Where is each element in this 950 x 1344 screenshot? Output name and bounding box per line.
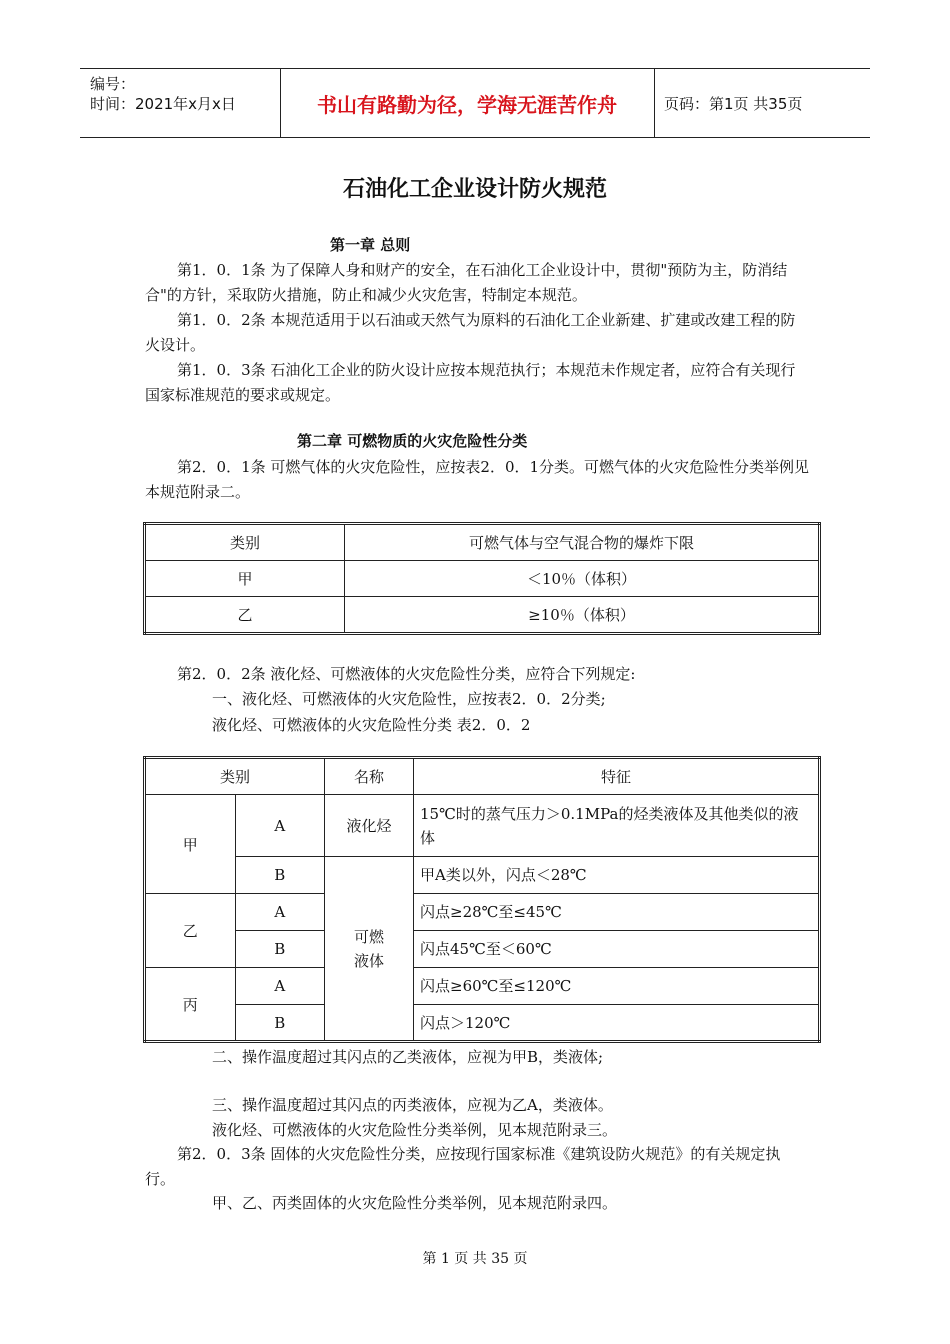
table-cell: 乙 — [145, 597, 345, 634]
article-2-0-3 — [145, 1142, 810, 1192]
feature-cell: 闪点≥60℃至≤120℃ — [414, 968, 820, 1005]
code-label: 编号： — [90, 75, 136, 93]
document-header — [80, 68, 870, 138]
table-row — [145, 561, 820, 597]
table-cell: ＜10％（体积） — [345, 561, 820, 597]
table-row — [145, 894, 820, 931]
subclass-cell: A — [235, 968, 325, 1005]
name-cell — [325, 857, 414, 1042]
subclass-cell: A — [235, 894, 325, 931]
subclass-cell: A — [235, 795, 325, 857]
article-2-0-2-item1: 一、液化烃、可燃液体的火灾危险性，应按表2．0．2分类; — [212, 690, 606, 708]
subclass-cell: B — [235, 931, 325, 968]
feature-cell: 闪点＞120℃ — [414, 1005, 820, 1042]
table-row — [145, 857, 820, 894]
table-row — [145, 597, 820, 634]
article-1-0-2 — [145, 308, 810, 358]
table-row — [145, 524, 820, 561]
article-2-0-2-item3: 三、操作温度超过其闪点的丙类液体，应视为乙A，类液体。 — [212, 1096, 613, 1114]
chapter2-heading: 第二章 可燃物质的火灾危险性分类 — [297, 432, 528, 450]
subclass-cell: B — [235, 1005, 325, 1042]
table-cell: ≥10％（体积） — [345, 597, 820, 634]
article-2-0-2: 第2．0．2条 液化烃、可燃液体的火灾危险性分类，应符合下列规定: — [177, 665, 636, 683]
table-header-cell: 名称 — [325, 758, 414, 795]
article-2-0-3-note: 甲、乙、丙类固体的火灾危险性分类举例，见本规范附录四。 — [212, 1194, 618, 1212]
table-row — [145, 1005, 820, 1042]
article-2-0-2-item2: 二、操作温度超过其闪点的乙类液体，应视为甲B，类液体; — [212, 1048, 604, 1066]
article-1-0-1 — [145, 258, 810, 308]
table-row — [145, 795, 820, 857]
article-2-0-1 — [145, 455, 810, 505]
feature-cell: 甲A类以外，闪点＜28℃ — [414, 857, 820, 894]
table-row — [145, 968, 820, 1005]
class-cell: 甲 — [145, 795, 236, 894]
subclass-cell: B — [235, 857, 325, 894]
class-cell: 丙 — [145, 968, 236, 1042]
header-motto: 书山有路勤为径，学海无涯苦作舟 — [280, 69, 655, 137]
name-cell-text: 可燃液体 — [353, 927, 384, 970]
table-row — [145, 931, 820, 968]
article-2-0-2-note: 液化烃、可燃液体的火灾危险性分类举例，见本规范附录三。 — [212, 1121, 618, 1139]
article-1-0-2-text: 第1．0．2条 本规范适用于以石油或天然气为原料的石油化工企业新建、扩建或改建工程的防火设计。 — [145, 311, 796, 354]
header-meta — [80, 69, 281, 137]
article-1-0-3-text: 第1．0．3条 石油化工企业的防火设计应按本规范执行；本规范未作规定者，应符合有关现行国家标准规范的要求或规定。 — [145, 361, 796, 404]
time-label: 时间：2021年x月x日 — [90, 95, 236, 113]
table2-caption: 液化烃、可燃液体的火灾危险性分类 表2．0．2 — [212, 716, 531, 734]
gas-hazard-table — [143, 522, 821, 635]
feature-cell: 闪点45℃至＜60℃ — [414, 931, 820, 968]
page-footer: 第 1 页 共 35 页 — [422, 1251, 528, 1267]
table-header-cell: 可燃气体与空气混合物的爆炸下限 — [345, 524, 820, 561]
feature-cell: 15℃时的蒸气压力＞0.1MPa的烃类液体及其他类似的液体 — [414, 795, 820, 857]
feature-cell: 闪点≥28℃至≤45℃ — [414, 894, 820, 931]
table-cell: 甲 — [145, 561, 345, 597]
article-2-0-1-text: 第2．0．1条 可燃气体的火灾危险性，应按表2．0．1分类。可燃气体的火灾危险性分类举例见本规范附录二。 — [145, 458, 810, 501]
table-header-cell: 类别 — [145, 524, 345, 561]
chapter1-heading: 第一章 总则 — [330, 236, 411, 254]
article-2-0-3-text: 第2．0．3条 固体的火灾危险性分类，应按现行国家标准《建筑设防火规范》的有关规定执行。 — [145, 1145, 781, 1188]
name-cell: 液化烃 — [325, 795, 414, 857]
article-1-0-3 — [145, 358, 810, 408]
class-cell: 乙 — [145, 894, 236, 968]
table-row — [145, 758, 820, 795]
header-page-label: 页码：第1页 共35页 — [664, 94, 803, 113]
page-title: 石油化工企业设计防火规范 — [342, 177, 607, 202]
table-header-cell: 类别 — [145, 758, 325, 795]
article-1-0-1-text: 第1．0．1条 为了保障人身和财产的安全，在石油化工企业设计中，贯彻"预防为主，防消结合"的方针，采取防火措施，防止和减少火灾危害，特制定本规范。 — [145, 261, 788, 304]
table-header-cell: 特征 — [414, 758, 820, 795]
liquid-hazard-table — [143, 756, 821, 1043]
